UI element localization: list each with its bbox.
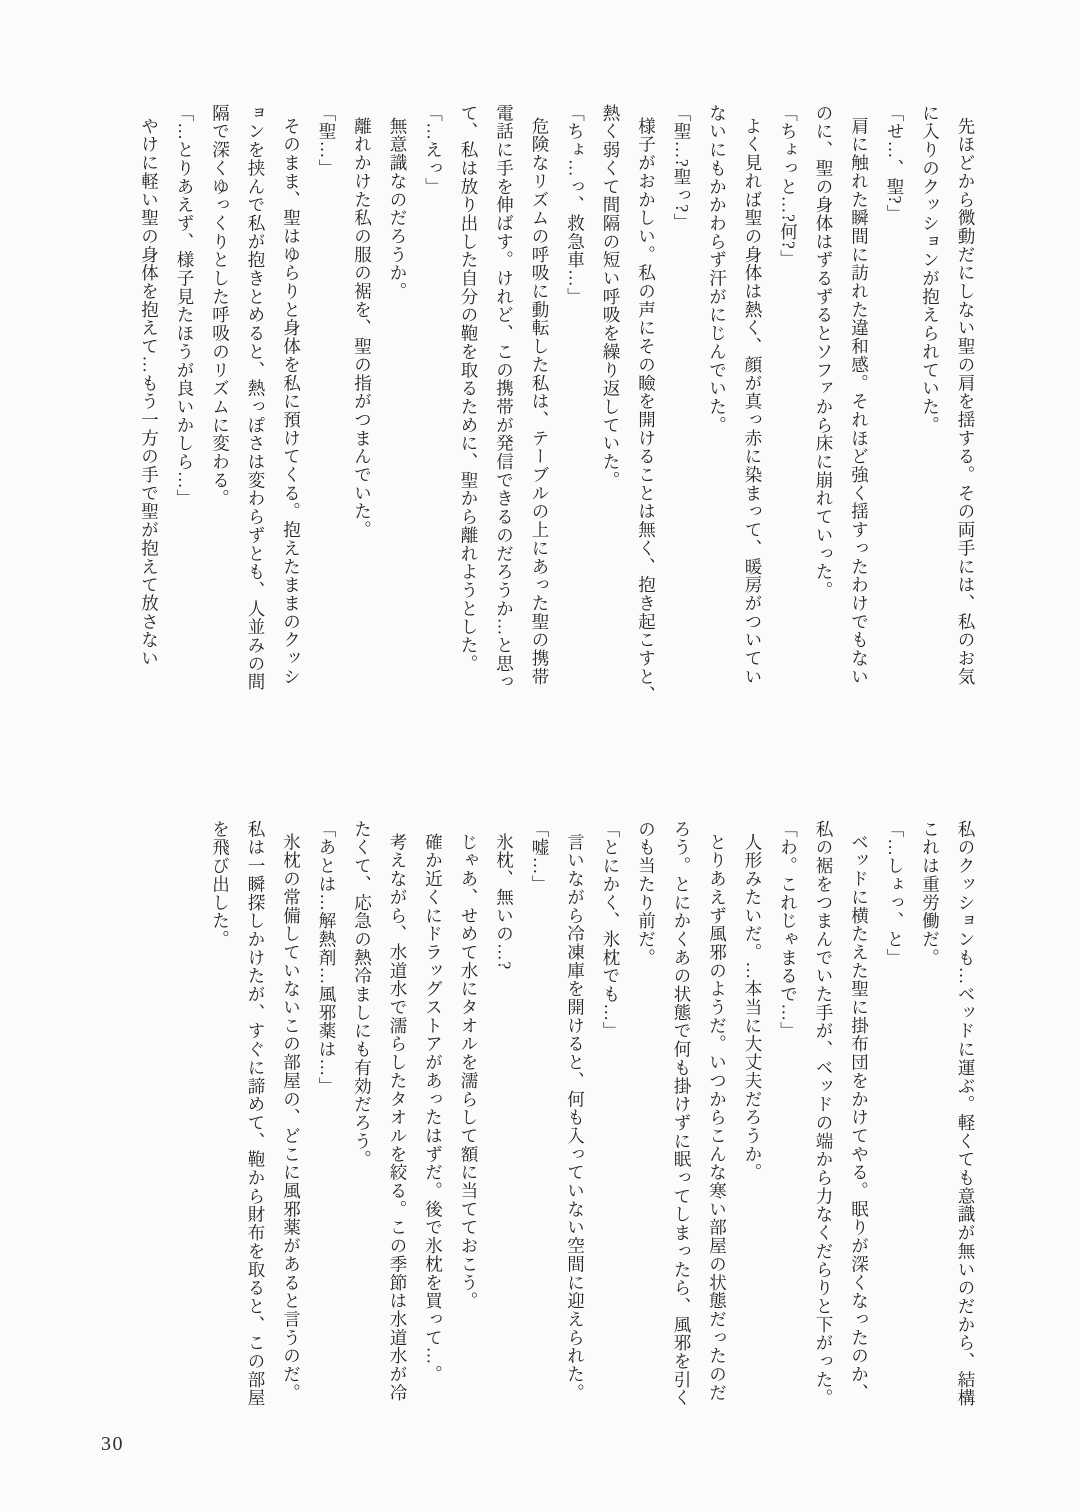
text-line: 人形みたいだ。…本当に大丈夫だろうか。 <box>743 833 763 1182</box>
text-line: のも当たり前だ。 <box>636 820 657 967</box>
text-line: 氷枕、無いの…? <box>494 833 515 971</box>
text-line: 私のクッションも…ベッドに運ぶ。軽くても意識が無いのだから、結構 <box>956 820 976 1408</box>
text-block-bottom <box>202 820 983 1425</box>
text-line: たくて、応急の熱冷ましにも有効だろう。 <box>352 820 373 1169</box>
text-line: ベッドに横たえた聖に掛布団をかけてやる。眠りが深くなったのか、 <box>849 833 870 1402</box>
text-line: を飛び出した。 <box>210 820 231 949</box>
text-line: 「嘘…」 <box>530 820 550 894</box>
text-line: 「とにかく、氷枕でも…」 <box>601 820 621 1041</box>
text-line: 言いながら冷凍庫を開けると、何も入っていない空間に迎えられた。 <box>565 833 586 1402</box>
text-line: 氷枕の常備していないこの部屋の、どこに風邪薬があると言うのだ。 <box>281 833 302 1402</box>
text-line: ョンを挟んで私が抱きとめると、熱っぽさは変わらずとも、人並みの間 <box>246 104 266 692</box>
text-line: 考えながら、水道水で濡らしたタオルを絞る。この季節は水道水が冷 <box>388 833 408 1402</box>
text-line: 「せ…、聖?」 <box>885 104 905 223</box>
text-line: 肩に触れた瞬間に訪れた違和感。それほど強く揺すったわけでもない <box>849 117 870 686</box>
text-line: 危険なリズムの呼吸に動転した私は、テーブルの上にあった聖の携帯 <box>530 117 550 686</box>
text-line: 「ちょっと…?何?」 <box>778 104 799 269</box>
text-line: そのまま、聖はゆらりと身体を私に預けてくる。抱えたままのクッシ <box>281 117 302 686</box>
text-line: じゃあ、せめて水にタオルを濡らして額に当てておこう。 <box>459 833 479 1311</box>
text-line: これは重労働だ。 <box>920 820 941 967</box>
text-line: 「ちょ…っ、救急車…」 <box>565 104 586 306</box>
text-line: 離れかけた私の服の裾を、聖の指がつまんでいた。 <box>352 117 373 540</box>
text-line: 「…しょっ、と」 <box>885 820 905 967</box>
text-line: のに、聖の身体はずるずるとソファから床に崩れていった。 <box>814 104 834 600</box>
text-line: 私は一瞬探しかけたが、すぐに諦めて、鞄から財布を取ると、この部屋 <box>246 820 266 1408</box>
text-line: に入りのクッションが抱えられていた。 <box>920 104 941 435</box>
text-line: 「わ。これじゃまるで…」 <box>778 820 799 1041</box>
text-line: 隔で深くゆっくりとした呼吸のリズムに変わる。 <box>210 104 231 508</box>
text-line: 「あとは…解熱剤…風邪薬は…」 <box>317 820 337 1096</box>
text-line: 様子がおかしい。私の声にその瞼を開けることは無く、抱き起こすと、 <box>636 117 657 705</box>
text-line: ないにもかかわらず汗がにじんでいた。 <box>707 104 728 435</box>
text-line: 「…えっ」 <box>423 104 444 196</box>
text-line: 確か近くにドラッグストアがあったはずだ。後で氷枕を買って…。 <box>423 833 444 1384</box>
text-line: 電話に手を伸ばす。けれど、この携帯が発信できるのだろうか…と思っ <box>494 104 515 692</box>
text-line: よく見れば聖の身体は熱く、顔が真っ赤に染まって、暖房がついてい <box>743 117 763 686</box>
text-line: ろう。とにかくあの状態で何も掛けずに眠ってしまったら、風邪を引く <box>672 820 692 1408</box>
text-line: 「…とりあえず、様子見たほうが良いかしら…」 <box>175 104 195 508</box>
text-line: とりあえず風邪のようだ。いつからこんな寒い部屋の状態だったのだ <box>707 833 728 1402</box>
text-line: 「聖…?聖っ?」 <box>672 104 692 232</box>
text-line: 無意識なのだろうか。 <box>388 117 408 301</box>
text-line: て、私は放り出した自分の鞄を取るために、聖から離れようとした。 <box>459 104 479 673</box>
text-line: 「聖…」 <box>317 104 337 178</box>
text-line: やけに軽い聖の身体を抱えて…もう一方の手で聖が抱えて放さない <box>139 117 160 668</box>
page-number: 30 <box>101 1433 124 1455</box>
text-block-top <box>131 104 983 709</box>
text-line: 先ほどから微動だにしない聖の肩を揺する。その両手には、私のお気 <box>956 117 976 686</box>
text-line: 熱く弱くて間隔の短い呼吸を繰り返していた。 <box>601 104 621 490</box>
text-line: 私の裾をつまんでいた手が、ベッドの端から力なくだらりと下がった。 <box>814 820 834 1408</box>
